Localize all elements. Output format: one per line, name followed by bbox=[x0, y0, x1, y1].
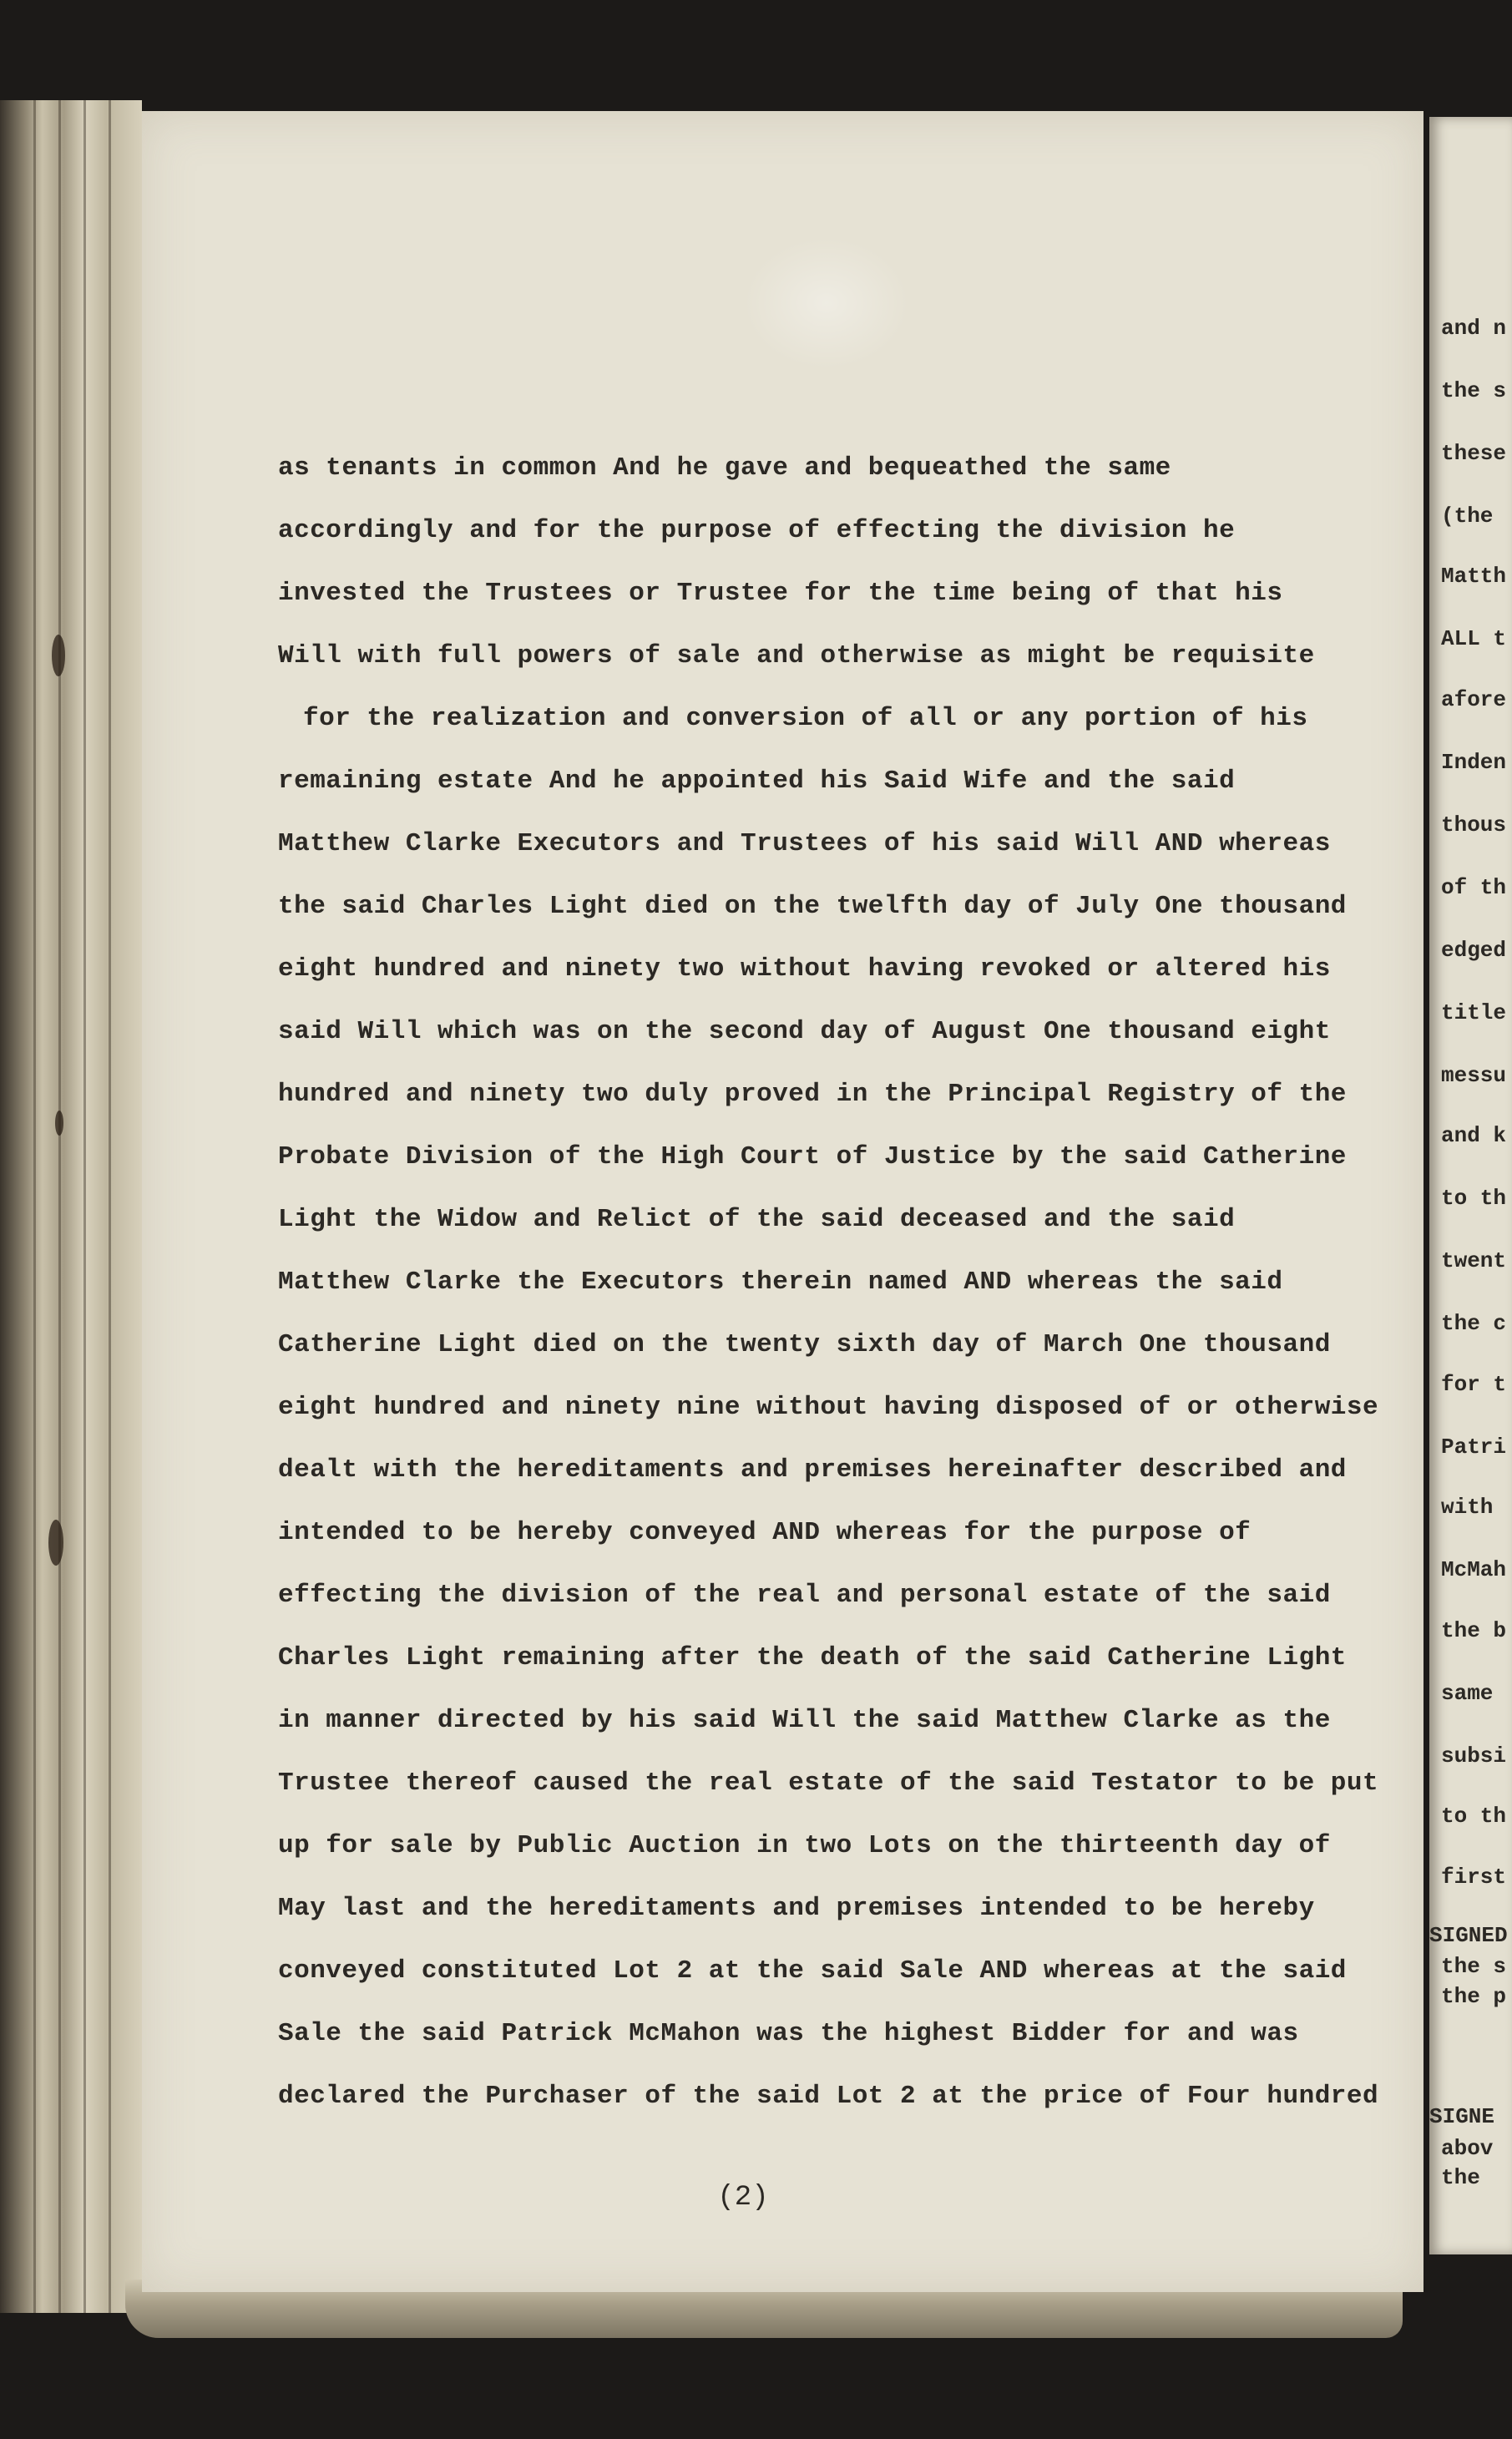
adjacent-text-line: the c bbox=[1441, 1311, 1507, 1336]
text-line: intended to be hereby conveyed AND whereas for the purpose of bbox=[278, 1518, 1252, 1547]
text-line: as tenants in common And he gave and bequeathed the same bbox=[278, 453, 1171, 483]
text-line: Matthew Clarke Executors and Trustees of his said Will AND whereas bbox=[278, 829, 1331, 858]
adjacent-text-line: (the bbox=[1441, 503, 1494, 529]
text-line: Charles Light remaining after the death of the said Catherine Light bbox=[278, 1643, 1347, 1672]
adjacent-text-line: ALL t bbox=[1441, 626, 1507, 651]
text-line: Will with full powers of sale and otherwise as might be requisite bbox=[278, 641, 1315, 670]
adjacent-text-line: SIGNED bbox=[1429, 1923, 1508, 1948]
adjacent-text-line: for t bbox=[1441, 1372, 1507, 1397]
adjacent-text-line: McMah bbox=[1441, 1557, 1507, 1582]
text-line: in manner directed by his said Will the said Matthew Clarke as the bbox=[278, 1706, 1331, 1735]
adjacent-text-line: the b bbox=[1441, 1618, 1507, 1643]
text-line: for the realization and conversion of all or any portion of his bbox=[303, 704, 1308, 733]
text-line: effecting the division of the real and personal estate of the said bbox=[278, 1581, 1331, 1610]
text-line: Sale the said Patrick McMahon was the highest Bidder for and was bbox=[278, 2019, 1299, 2048]
adjacent-text-line: the s bbox=[1441, 1954, 1507, 1979]
text-line: dealt with the hereditaments and premises hereinafter described and bbox=[278, 1455, 1347, 1485]
page-edge-line bbox=[33, 100, 36, 2313]
adjacent-text-line: twent bbox=[1441, 1248, 1507, 1273]
document-body bbox=[278, 437, 1430, 2128]
adjacent-text-line: Patri bbox=[1441, 1435, 1507, 1460]
page-edge-line bbox=[58, 100, 61, 2313]
adjacent-text-line: SIGNE bbox=[1429, 2104, 1495, 2129]
text-line: invested the Trustees or Trustee for the time being of that his bbox=[278, 579, 1283, 608]
adjacent-text-line: these bbox=[1441, 441, 1507, 466]
adjacent-text-line: to th bbox=[1441, 1186, 1507, 1211]
stain-mark bbox=[52, 635, 65, 676]
text-line: Matthew Clarke the Executors therein named AND whereas the said bbox=[278, 1268, 1283, 1297]
adjacent-text-line: Inden bbox=[1441, 750, 1507, 775]
text-line: hundred and ninety two duly proved in the Principal Registry of the bbox=[278, 1080, 1347, 1109]
adjacent-text-line: subsi bbox=[1441, 1743, 1507, 1769]
text-line: eight hundred and ninety nine without having disposed of or otherwise bbox=[278, 1393, 1379, 1422]
adjacent-text-line: afore bbox=[1441, 687, 1507, 712]
adjacent-page bbox=[1429, 117, 1512, 2254]
page-edge-line bbox=[109, 100, 111, 2313]
adjacent-text-line: first bbox=[1441, 1865, 1507, 1890]
adjacent-text-line: with bbox=[1441, 1495, 1494, 1520]
text-line: accordingly and for the purpose of effecting the division he bbox=[278, 516, 1236, 545]
adjacent-text-line: and n bbox=[1441, 316, 1507, 341]
text-line: the said Charles Light died on the twelfth day of July One thousand bbox=[278, 892, 1347, 921]
adjacent-text-line: edged bbox=[1441, 938, 1507, 963]
text-line: eight hundred and ninety two without having revoked or altered his bbox=[278, 954, 1331, 984]
adjacent-text-line: Matth bbox=[1441, 564, 1507, 589]
text-line: said Will which was on the second day of August One thousand eight bbox=[278, 1017, 1331, 1046]
text-line: conveyed constituted Lot 2 at the said Sale AND whereas at the said bbox=[278, 1956, 1347, 1986]
text-line: Probate Division of the High Court of Justice by the said Catherine bbox=[278, 1142, 1347, 1171]
adjacent-text-line: thous bbox=[1441, 812, 1507, 837]
stain-mark bbox=[48, 1520, 63, 1566]
embossed-seal bbox=[743, 236, 910, 370]
book-spine bbox=[0, 100, 142, 2313]
adjacent-text-line: the s bbox=[1441, 378, 1507, 403]
text-line: declared the Purchaser of the said Lot 2 at the price of Four hundred bbox=[278, 2082, 1379, 2111]
adjacent-text-line: messu bbox=[1441, 1063, 1507, 1088]
adjacent-text-line: to th bbox=[1441, 1804, 1507, 1829]
document-page bbox=[142, 111, 1424, 2292]
text-line: Light the Widow and Relict of the said deceased and the said bbox=[278, 1205, 1236, 1234]
text-line: May last and the hereditaments and premises intended to be hereby bbox=[278, 1894, 1315, 1923]
adjacent-text-line: same bbox=[1441, 1681, 1494, 1706]
text-line: up for sale by Public Auction in two Lots on the thirteenth day of bbox=[278, 1831, 1331, 1860]
adjacent-text-line: and k bbox=[1441, 1123, 1507, 1148]
adjacent-text-line: abov bbox=[1441, 2136, 1494, 2161]
page-edge-line bbox=[83, 100, 86, 2313]
text-line: Trustee thereof caused the real estate of the said Testator to be put bbox=[278, 1769, 1379, 1798]
page-number: (2) bbox=[717, 2182, 769, 2214]
stain-mark bbox=[55, 1111, 63, 1136]
adjacent-text-line: title bbox=[1441, 1000, 1507, 1025]
adjacent-text-line: of th bbox=[1441, 875, 1507, 900]
text-line: remaining estate And he appointed his Said Wife and the said bbox=[278, 767, 1236, 796]
adjacent-text-line: the p bbox=[1441, 1984, 1507, 2009]
text-line: Catherine Light died on the twenty sixth day of March One thousand bbox=[278, 1330, 1331, 1359]
adjacent-text-line: the bbox=[1441, 2165, 1480, 2190]
